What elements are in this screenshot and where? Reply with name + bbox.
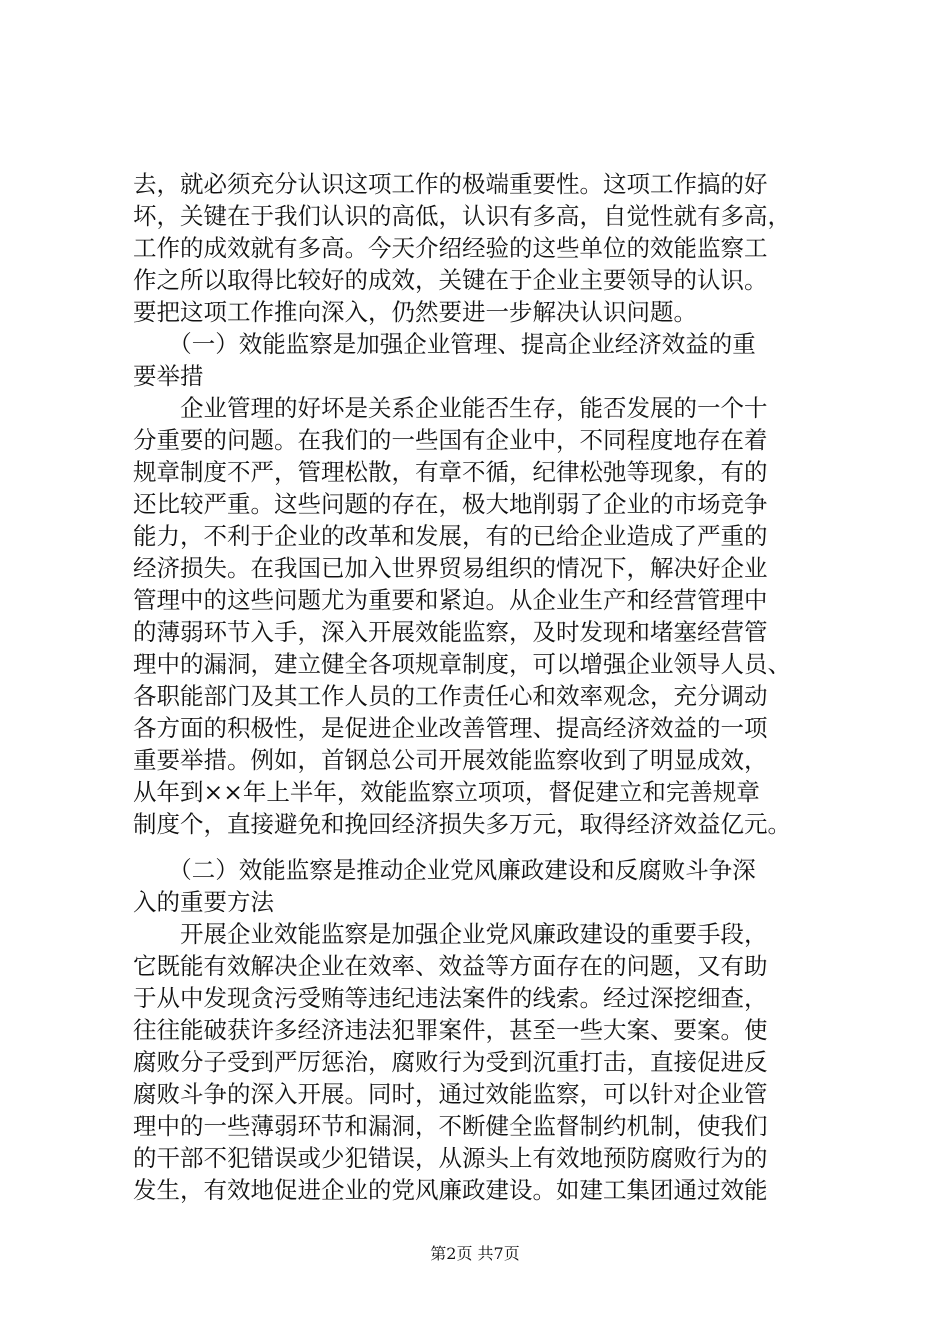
body-text-line: 管理中的这些问题尤为重要和紧迫。从企业生产和经营管理中 (133, 586, 768, 614)
body-text-line: 各职能部门及其工作人员的工作责任心和效率观念，充分调动 (133, 682, 768, 710)
body-text-line: 工作的成效就有多高。今天介绍经验的这些单位的效能监察工 (133, 234, 768, 262)
body-text-line: 理中的漏洞，建立健全各项规章制度，可以增强企业领导人员、 (133, 650, 791, 678)
body-text-line: 从年到××年上半年，效能监察立项项，督促建立和完善规章 (133, 778, 760, 806)
body-text-line: 开展企业效能监察是加强企业党风廉政建设的重要手段， (133, 920, 768, 948)
body-text-line: 腐败斗争的深入开展。同时，通过效能监察，可以针对企业管 (133, 1080, 768, 1108)
section-heading-line: 入的重要方法 (133, 888, 274, 916)
body-text-line: 的薄弱环节入手，深入开展效能监察，及时发现和堵塞经营管 (133, 618, 768, 646)
body-text-line: 发生，有效地促进企业的党风廉政建设。如建工集团通过效能 (133, 1176, 768, 1204)
body-text-line: 的干部不犯错误或少犯错误，从源头上有效地预防腐败行为的 (133, 1144, 768, 1172)
body-text-line: 经济损失。在我国已加入世界贸易组织的情况下，解决好企业 (133, 554, 768, 582)
body-text-line: 还比较严重。这些问题的存在，极大地削弱了企业的市场竞争 (133, 490, 768, 518)
body-text-line: 腐败分子受到严厉惩治，腐败行为受到沉重打击，直接促进反 (133, 1048, 768, 1076)
body-text-line: 于从中发现贪污受贿等违纪违法案件的线索。经过深挖细查， (133, 984, 768, 1012)
body-text-line: 规章制度不严，管理松散，有章不循，纪律松弛等现象，有的 (133, 458, 768, 486)
body-text-line: 重要举措。例如，首钢总公司开展效能监察收到了明显成效， (133, 746, 768, 774)
body-text-line: 制度个，直接避免和挽回经济损失多万元，取得经济效益亿元。 (133, 810, 791, 838)
body-text-line: 作之所以取得比较好的成效，关键在于企业主要领导的认识。 (133, 266, 768, 294)
body-text-line: 要把这项工作推向深入，仍然要进一步解决认识问题。 (133, 298, 697, 326)
body-text-line: 企业管理的好坏是关系企业能否生存，能否发展的一个十 (133, 394, 768, 422)
section-heading-line: （二）效能监察是推动企业党风廉政建设和反腐败斗争深 (133, 856, 756, 884)
section-heading-line: （一）效能监察是加强企业管理、提高企业经济效益的重 (133, 330, 756, 358)
section-heading-line: 要举措 (133, 362, 204, 390)
page-number-footer: 第2页 共7页 (430, 1244, 520, 1263)
body-text-line: 能力，不利于企业的改革和发展，有的已给企业造成了严重的 (133, 522, 768, 550)
body-text-line: 去，就必须充分认识这项工作的极端重要性。这项工作搞的好 (133, 170, 768, 198)
body-text-line: 分重要的问题。在我们的一些国有企业中，不同程度地存在着 (133, 426, 768, 454)
body-text-line: 它既能有效解决企业在效率、效益等方面存在的问题，又有助 (133, 952, 768, 980)
body-text-line: 理中的一些薄弱环节和漏洞，不断健全监督制约机制，使我们 (133, 1112, 768, 1140)
body-text-line: 往往能破获许多经济违法犯罪案件，甚至一些大案、要案。使 (133, 1016, 768, 1044)
body-text-line: 各方面的积极性，是促进企业改善管理、提高经济效益的一项 (133, 714, 768, 742)
body-text-line: 坏，关键在于我们认识的高低，认识有多高，自觉性就有多高， (133, 202, 791, 230)
